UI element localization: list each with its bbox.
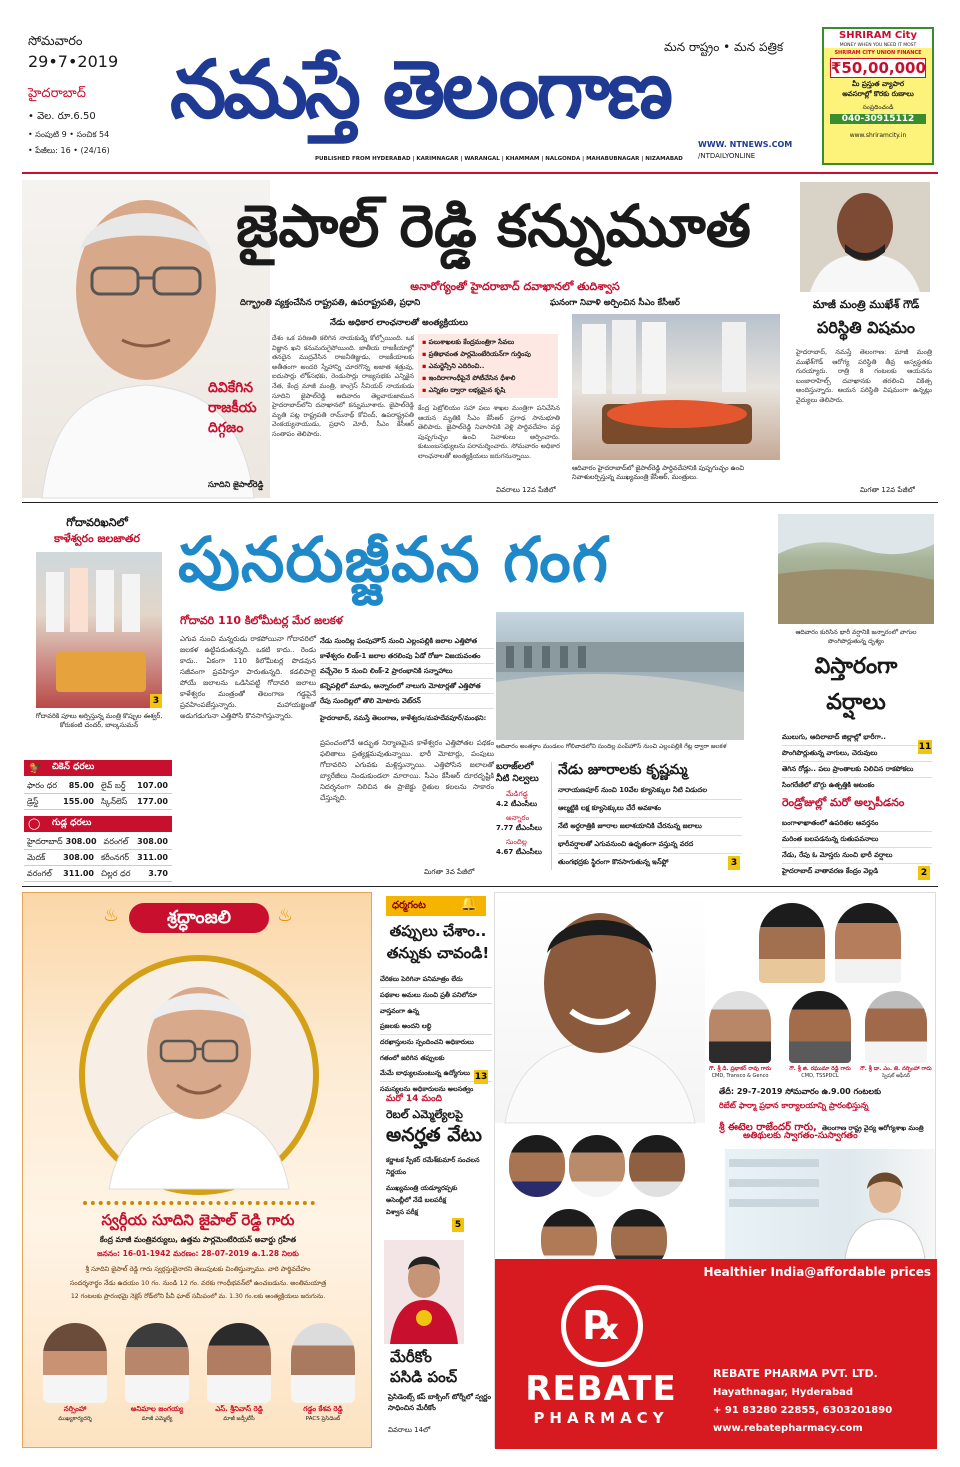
middle-page-badge-5: 5 bbox=[452, 1218, 464, 1232]
price-row bbox=[24, 834, 172, 850]
story2-item: అసెంబ్లీలో నేడే బలపరీక్ష bbox=[386, 1196, 447, 1204]
pharma-date-line: తేదీ: 29-7-2019 సోమవారం ఉ.9.00 గంటలకు bbox=[719, 1087, 882, 1096]
rains-items-2 bbox=[782, 816, 932, 879]
lead-more[interactable]: వివరాలు 12వ పేజీలో bbox=[496, 486, 556, 494]
shriram-contact: సంప్రదించండి bbox=[862, 104, 894, 111]
tribute-garland bbox=[83, 1191, 315, 1205]
price-label: మెదక్ bbox=[27, 853, 46, 862]
ganga-body-left: ఎగువ నుంచి మన్నరుడు రాకపోయినా గోదావరిలో జలకళ ఉట్టిపడుతున్నది. ఒకటి కాదు.. రెండు కాదు.. ఏకంగా 110 కిలోమీటర్ల పొడవున సజీవంగా ప్రవహిస్తూ పారుతున్నది. కడలిపాలై పోయే జలాలను ఒడిసిపట్టి గోదావరి జలాలు కాళేశ్వరం మంత్రంతో తెలంగాణ గడ్డపైనే ప్రవహింపజేస్తున్నారు. మహాయజ్ఞంతో అడుగడుగునా ఎత్తిపోసి కొనసాగిస్తున్నారు. bbox=[180, 635, 316, 720]
person-role: PACS ప్రెసిడెంట్ bbox=[305, 1416, 341, 1422]
guest-top-right bbox=[835, 903, 901, 983]
reservoir-title-1: బరాజ్‌లలో bbox=[496, 762, 534, 772]
portrait-name: సూదిని జైపాల్‌రెడ్డి bbox=[208, 480, 264, 489]
rains-item: మరింత బలపడనున్న రుతుపవనాలు bbox=[782, 832, 932, 848]
pumphouse-caption: ఆదివారం అంతర్గాం మండలం గోలివాడలోని సుందిల్ల పంప్‌హౌస్ నుంచి ఎల్లంపల్లికి గేట్ల ద్వారా జలకళ bbox=[496, 743, 727, 750]
staff-photo bbox=[509, 1135, 565, 1197]
egg-price-title: గుడ్ల ధరలు bbox=[52, 818, 92, 828]
person-name: అనిమాల జంగయ్య bbox=[130, 1405, 184, 1413]
person-role: మాజీ జడ్పీటీసీ bbox=[223, 1416, 255, 1422]
ganga-dateline: హైదరాబాద్, నమస్తే తెలంగాణ, కాళేశ్వరం/మహదేవపూర్/మంథని: bbox=[320, 714, 487, 722]
pharmacist-photo bbox=[725, 1149, 935, 1259]
person-name: నర్సింహా bbox=[63, 1405, 87, 1413]
krishna-headline: నేడు జూరాలకు కృష్ణమ్మ bbox=[558, 762, 688, 778]
tribute-role: కేంద్ర మాజీ మంత్రివర్యులు, ఉత్తమ పార్లమెంటేరియన్ అవార్డు గ్రహీత bbox=[99, 1235, 297, 1244]
krishna-item: నారాయణపూర్ నుంచి 10వేల క్యూసెక్కుల నీటి విడుదల bbox=[558, 782, 742, 800]
issue-day: సోమవారం bbox=[28, 34, 83, 49]
bell-icon: 🔔 bbox=[460, 896, 478, 912]
issue-city: హైదరాబాద్ bbox=[28, 86, 86, 101]
guest-name: గౌ. శ్రీ డా. ఎం. జె. నర్సింహా గారు bbox=[860, 1066, 932, 1072]
story2-item: కర్ణాటక స్పీకర్ రమేశ్‌కుమార్ సంచలన నిర్ణయం bbox=[386, 1156, 480, 1176]
rains-headline-2: వర్షాలు bbox=[826, 690, 886, 715]
egg-price-table bbox=[24, 834, 172, 882]
reservoir-name: అన్నారం bbox=[506, 814, 530, 822]
krishna-page-badge: 3 bbox=[728, 856, 740, 870]
rains-page-badge-2: 2 bbox=[918, 866, 930, 880]
reservoir-value: 7.77 టీఎంసీలు bbox=[496, 824, 542, 832]
middle-item: గతంలో జరిగిన తప్పులకు bbox=[380, 1054, 445, 1062]
lamp-icon-right: ♨ bbox=[277, 905, 294, 926]
middle-item: సమస్యలను అధికారులను అలసత్వం bbox=[380, 1085, 474, 1093]
tribute-person bbox=[37, 1323, 113, 1443]
right-story-more[interactable]: మిగతా 12వ పేజీలో bbox=[860, 486, 915, 494]
shriram-brand: SHRIRAM City bbox=[824, 29, 932, 43]
shriram-line1: మీ ప్రస్తుత వ్యాపార bbox=[852, 80, 904, 88]
person-role: ముఖ్యకార్యదర్శి bbox=[58, 1416, 92, 1422]
pumphouse-photo bbox=[496, 612, 744, 740]
shriram-slogan: MONEY WHEN YOU NEED IT MOST bbox=[824, 43, 932, 48]
rains-item: తెగిన రోడ్లు.. పలు ప్రాంతాలకు నిలిచిన రాకపోకలు bbox=[782, 762, 932, 778]
middle-item: వాస్తవంగా ఉన్న bbox=[380, 1007, 420, 1015]
chicken-icon: 🐓 bbox=[28, 761, 42, 774]
staff-photo bbox=[629, 1135, 685, 1197]
issue-volume: • సంపుటి 9 • సంచిక 54 bbox=[28, 130, 110, 139]
section-rule-2 bbox=[22, 886, 938, 887]
story3-head-1: మేరీకోం bbox=[390, 1348, 432, 1366]
tribute-text-2: సందర్శనార్థం నేడు ఉదయం 10 గం. నుండి 12 గం. వరకు గాంధీభవన్‌లో ఉంచబడును. అంతిమయాత్ర bbox=[69, 1279, 327, 1287]
krishna-item: తుంగభద్రకు స్థిరంగా కొనసాగుతున్న ఇన్‌ఫ్లో bbox=[558, 858, 669, 866]
staff-row bbox=[507, 1129, 727, 1279]
chief-role: తెలంగాణ రాష్ట్ర వైద్య ఆరోగ్యశాఖ మంత్రి bbox=[821, 1124, 924, 1132]
dharmaganta-badge bbox=[386, 896, 486, 916]
chief-name: శ్రీ ఈటెల రాజేందర్ గారు, bbox=[719, 1122, 817, 1133]
price-value: 85.00 bbox=[68, 781, 94, 790]
person-photo bbox=[207, 1323, 271, 1403]
egg-price-header bbox=[24, 816, 172, 832]
reservoir-box bbox=[496, 762, 552, 870]
story2-sub: రెబల్ ఎమ్మెల్యేలపై bbox=[386, 1108, 463, 1121]
issue-date: 29•7•2019 bbox=[28, 52, 119, 71]
story2-head: అనర్హత వేటు bbox=[386, 1124, 482, 1146]
price-value: 3.70 bbox=[148, 869, 168, 878]
guest bbox=[701, 991, 779, 1079]
krishna-item: ఆల్మట్టికి లక్ష క్యూసెక్కులు చేరే అవకాశం bbox=[558, 800, 742, 818]
middle-item: చేరికలు పెరిగినా పనిమాత్రం లేదు bbox=[380, 972, 492, 988]
reservoir-title-2: నీటి నిల్వలు bbox=[496, 774, 539, 784]
reservoir-name: మేడిగడ్డ bbox=[506, 790, 528, 798]
middle-item: ప్రజలకు అందని లబ్ధి bbox=[380, 1019, 492, 1035]
price-label: హైదరాబాద్ bbox=[27, 837, 63, 846]
story3-more[interactable]: వివరాలు 14లో bbox=[388, 1426, 431, 1434]
price-row bbox=[24, 850, 172, 866]
reservoir-value: 4.67 టీఎంసీలు bbox=[496, 848, 542, 856]
portrait-caption-3: దిగ్గజం bbox=[208, 420, 244, 436]
price-label: లైవ్ బర్డ్ bbox=[101, 781, 126, 790]
portrait-caption-1: దివికేగిన bbox=[208, 380, 254, 396]
tribute-text-3: 12 గంటలకు ప్రారంభమై నెక్లెస్ రోడ్‌లోని పీవీ ఘాట్ సమీపంలో మ. 1.30 గం.లకు అంత్యక్రియలు జరుగును. bbox=[70, 1293, 326, 1300]
right-story-headline-2: పరిస్థితి విషమం bbox=[816, 318, 915, 337]
price-value: 308.00 bbox=[137, 837, 168, 846]
guest-role: CMD, Transco & Genco bbox=[711, 1073, 769, 1079]
issue-price: • వెల. రూ.6.50 bbox=[28, 111, 96, 122]
guest-photo bbox=[865, 991, 927, 1063]
ganga-bullet: కాళేశ్వరం లింక్-1 జలాల తరలింపు ఏడో రోజూ విజయవంతం bbox=[320, 649, 494, 664]
person-photo bbox=[43, 1323, 107, 1403]
tribute-name: స్వర్గీయ సూదిని జైపాల్ రెడ్డి గారు bbox=[101, 1211, 295, 1229]
tribute-title: శ్రద్ధాంజలి bbox=[129, 903, 269, 933]
lead-box-item: ▪ ఎమర్జెన్సీని ఎదిరించి.. bbox=[422, 360, 554, 372]
price-value: 311.00 bbox=[137, 853, 168, 862]
middle-headline-2: తన్నుకు చావండి! bbox=[386, 944, 490, 962]
person-photo bbox=[125, 1323, 189, 1403]
price-label: చిల్లర ధర bbox=[101, 869, 131, 878]
shriram-web: www.shriramcity.in bbox=[849, 132, 907, 139]
rains-page-badge-1: 11 bbox=[918, 742, 932, 752]
pharma-web[interactable]: www.rebatepharmacy.com bbox=[713, 1423, 863, 1434]
price-label: డ్రెస్డ్ bbox=[27, 797, 39, 806]
krishna-items bbox=[558, 782, 742, 871]
marykom-photo bbox=[384, 1240, 464, 1344]
lead-body-col2: కేంద్ర పెట్రోలియం సహా పలు శాఖల మంత్రిగా పనిచేసిన ఆయన మృతికి సీఎం కేసీఆర్ ప్రగాఢ సానుభూతి తెలిపారు. జైపాల్‌రెడ్డి నివాసానికి వెళ్లి పార్థివదేహం వద్ద పుష్పగుచ్ఛం ఉంచి నివాళులు అర్పించారు. కుటుంబసభ్యులను పరామర్శించారు. సోమవారం అధికార లాంఛనాలతో అంత్యక్రియలు జరుగనున్నాయి. bbox=[418, 404, 560, 460]
rains-item: హైదరాబాద్ వాతావరణ కేంద్రం వెల్లడి bbox=[782, 867, 879, 875]
pharma-address: Hayathnagar, Hyderabad bbox=[713, 1387, 854, 1398]
reservoir-value: 4.2 టీఎంసీలు bbox=[496, 800, 538, 808]
minister-photo bbox=[495, 893, 705, 1123]
rain-photo bbox=[778, 514, 934, 624]
lead-box-item: ▪ ప్రతిభావంత పార్లమెంటేరియన్‌గా గుర్తింపు bbox=[422, 348, 554, 360]
mukesh-photo bbox=[800, 182, 930, 292]
pharma-ad[interactable] bbox=[494, 892, 936, 1448]
shriram-ad[interactable] bbox=[822, 27, 934, 165]
lead-body-col1: దేశం ఒక పరిణతి కలిగిన నాయకుడ్ని కోల్పోయింది. ఒక విజ్ఞాన ఖని కనుమరుగైపోయింది. జాతీయ రాజకీయాల్లో తనదైన ముద్రవేసిన రాజనీతిజ్ఞుడు, రాజకీయాలకు అతీతంగా అందరి స్నేహాన్ని చూరగొన్న అజాత శత్రువు, ఐదుసార్లు లోక్‌సభకు, రెండుసార్లు రాజ్యసభకు ఎన్నికైన నేత, కేంద్ర మాజీ మంత్రి, కాంగ్రెస్ సీనియర్ నాయకుడు సూదిని జైపాల్‌రెడ్డి ఆదివారం తెల్లవారుజామున హైదరాబాద్‌లోని దవాఖానలో కన్నుమూశారు. జైపాల్‌రెడ్డి మృతి పట్ల రాష్ట్రపతి రామ్‌నాథ్ కోవింద్, ఉపరాష్ట్రపతి వెంకయ్యనాయుడు, ప్రధాని మోదీ, సీఎం కేసీఆర్ సంతాపం తెలిపారు. bbox=[272, 334, 414, 438]
issue-pages: • పేజీలు: 16 • (24/16) bbox=[28, 146, 110, 155]
godavari-page-badge: 3 bbox=[150, 694, 162, 708]
tagline: మన రాష్ట్రం • మన పత్రిక bbox=[664, 40, 784, 54]
ganga-bullets bbox=[320, 634, 494, 725]
pharma-welcome: అతిథులకు స్వాగతం-సుస్వాగతం bbox=[743, 1131, 858, 1141]
middle-item: పథకాల అమలు నుంచి ప్రతీ పనిలోనూ bbox=[380, 988, 492, 1004]
editions-line: PUBLISHED FROM HYDERABAD | KARIMNAGAR | WARANGAL | KHAMMAM | NALGONDA | MAHABUBNAGAR | NIZAMABAD bbox=[315, 156, 683, 162]
godavari-title-2: కాళేశ్వరం జలజాతర bbox=[54, 532, 140, 545]
story3-body: ప్రెసిడెంట్స్ కప్ బాక్సింగ్ టోర్నీలో స్వర్ణం సాధించిన మేరీకోం bbox=[388, 1393, 491, 1412]
rebate-logo-icon: ℞ bbox=[561, 1285, 643, 1367]
rains-headline-1: విస్తారంగా bbox=[814, 654, 898, 679]
shriram-product: SHRIRAM CITY UNION FINANCE bbox=[834, 50, 922, 56]
price-label: స్కిన్‌లెస్ bbox=[101, 797, 128, 806]
price-label: వరంగల్ bbox=[27, 869, 52, 878]
rains-items bbox=[782, 730, 932, 793]
reservoir-name: సుందిల్ల bbox=[506, 838, 527, 846]
section-rule-1 bbox=[22, 502, 938, 503]
guest-photo bbox=[709, 991, 771, 1063]
egg-icon: ◯ bbox=[28, 817, 41, 830]
jaipal-portrait bbox=[22, 180, 270, 498]
guest-name: గౌ. శ్రీ డి. ప్రభాకర్ రావు గారు bbox=[709, 1066, 771, 1072]
dharmaganta-label: ధర్మగంట bbox=[392, 900, 426, 911]
lead-box-item: ▪ పలుశాఖలకు కేంద్రమంత్రిగా సేవలు bbox=[422, 336, 554, 348]
krishna-item: నేటి అర్ధరాత్రికి జూరాల జలాశయానికి చేరనున్న జలాలు bbox=[558, 818, 742, 836]
pharma-tagline: Healthier India@affordable prices bbox=[703, 1265, 931, 1279]
pharmacy-word: PHARMACY bbox=[533, 1409, 669, 1427]
price-value: 107.00 bbox=[137, 781, 168, 790]
rains-item: పొంగిపొర్లుతున్న వాగులు, చెరువులు bbox=[782, 746, 932, 762]
rains-item: సింగరేణిలో బొగ్గు ఉత్పత్తికి ఆటంకం bbox=[782, 781, 875, 789]
lamp-icon-left: ♨ bbox=[103, 905, 120, 926]
price-value: 155.00 bbox=[63, 797, 94, 806]
story2-kicker: మరో 14 మంది bbox=[386, 1094, 442, 1104]
rebate-word: REBATE bbox=[525, 1369, 677, 1409]
portrait-caption-2: రాజకీయ bbox=[208, 400, 257, 416]
lead-subhead: అనారోగ్యంతో హైదరాబాద్ దవాఖానలో తుదిశ్వాస bbox=[410, 280, 620, 293]
middle-page-badge-13: 13 bbox=[474, 1072, 488, 1082]
guest bbox=[781, 991, 859, 1079]
story2-item: విశ్వాస పరీక్ష bbox=[386, 1208, 419, 1216]
ganga-bullet: కన్నెపల్లిలో మూడు, అన్నారంలో నాలుగు మోటార్లతో ఎత్తిపోత bbox=[320, 679, 494, 694]
tribute-photo bbox=[572, 314, 780, 460]
ganga-subhead: గోదావరి 110 కిలోమీటర్ల మేర జలకళ bbox=[180, 614, 343, 627]
godavari-caption: గోదావరికి పూలు అర్పిస్తున్న మంత్రి కొప్పుల ఈశ్వర్, కోరుకంటి చందర్, బాల్కసుమన్ bbox=[35, 712, 163, 729]
price-label: కరీంనగర్ bbox=[101, 853, 129, 862]
ganga-headline: పునరుజ్జీవన గంగ bbox=[178, 523, 609, 596]
ganga-bullet: నేడు సుందిల్ల పంపుహౌస్ నుంచి ఎల్లంపల్లికి జలాల ఎత్తిపోత bbox=[320, 634, 494, 649]
social-handle: /NTDAILYONLINE bbox=[698, 152, 756, 160]
price-value: 308.00 bbox=[63, 853, 94, 862]
lead-headline: జైపాల్ రెడ్డి కన్నుమూత bbox=[236, 192, 751, 260]
guest-role: CMD, TSSPDCL bbox=[801, 1073, 839, 1079]
person-role: మాజీ ఎమ్మెల్యే bbox=[141, 1416, 173, 1422]
masthead bbox=[0, 0, 960, 176]
pharma-event: రిబేట్ ఫార్మా ప్రధాన కార్యాలయాన్ని ప్రారంభిస్తున్న bbox=[719, 1101, 869, 1110]
lead-strap-2: ఘనంగా నివాళి అర్పించిన సీఎం కేసీఆర్ bbox=[550, 298, 680, 308]
pharma-red-band bbox=[495, 1259, 937, 1449]
lead-box-item: ▪ ఎన్నికల ద్వారా లభ్యమైన కృషి bbox=[422, 384, 554, 396]
pharma-phone[interactable]: + 91 83280 22855, 6303201890 bbox=[713, 1405, 893, 1416]
lead-strap-3: నేడు అధికార లాంఛనాలతో అంత్యక్రియలు bbox=[330, 318, 468, 328]
rains-item: నేడు, రేపు ఓ మోస్తరు నుంచి భారీ వర్షాలు bbox=[782, 848, 932, 864]
masthead-rule bbox=[22, 172, 938, 174]
shriram-phone: 040-30915112 bbox=[830, 114, 926, 124]
tribute-portrait bbox=[79, 955, 319, 1195]
tribute-person bbox=[283, 1323, 363, 1443]
person-name: ఎస్. శ్రీనివాస్ రెడ్డి bbox=[215, 1405, 263, 1413]
price-label: వరంగల్ bbox=[103, 837, 129, 846]
tribute-ad[interactable] bbox=[22, 892, 372, 1448]
price-value: 177.00 bbox=[137, 797, 168, 806]
middle-item: దరఖాస్తులను స్పందించని అధికారులు bbox=[380, 1035, 492, 1051]
guest bbox=[857, 991, 935, 1080]
person-name: గడ్డం కేశవ రెడ్డి bbox=[303, 1405, 343, 1413]
price-label: ఫారం ధర bbox=[27, 781, 57, 790]
ganga-bullet: రేపు సుందిల్లలో తొలి మోటారు వెట్‌రన్ bbox=[320, 694, 494, 709]
lead-strap-1: దిగ్భ్రాంతి వ్యక్తంచేసిన రాష్ట్రపతి, ఉపరాష్ట్రపతి, ప్రధాని bbox=[240, 298, 421, 308]
chicken-price-table bbox=[24, 778, 172, 810]
rains-item: ములుగు, ఆదిలాబాద్ జిల్లాల్లో భారీగా.. bbox=[782, 730, 932, 746]
price-row bbox=[24, 866, 172, 882]
guest-top-left bbox=[759, 903, 825, 983]
lead-box-item: ▪ ఇందిరాగాంధీపైనే పోటీచేసిన ధీశాలి bbox=[422, 372, 554, 384]
lead-box bbox=[418, 334, 558, 398]
masthead-logo: నమస్తే తెలంగాణ bbox=[170, 43, 671, 136]
story2-items bbox=[386, 1154, 490, 1218]
rains-sub2: రెండ్రోజుల్లో మరో అల్పపీడనం bbox=[782, 796, 905, 809]
website: WWW. NTNEWS.COM bbox=[698, 140, 793, 149]
tribute-dates: జననం: 16-01-1942 మరణం: 28-07-2019 ఉ.1.28 నిలకు bbox=[97, 1249, 299, 1258]
tribute-text-1: శ్రీ సూదిని జైపాల్ రెడ్డి గారు స్వర్గస్తులైనారని తెలుపుటకు చింతిస్తున్నాము. వారి పార్థివదేహం bbox=[85, 1265, 311, 1273]
price-value: 308.00 bbox=[65, 837, 97, 846]
tribute-person bbox=[201, 1323, 277, 1443]
chicken-price-header bbox=[24, 760, 172, 776]
chicken-price-title: చికెన్ ధరలు bbox=[52, 762, 95, 772]
middle-headline-1: తప్పులు చేశాం.. bbox=[389, 922, 487, 940]
krishna-item: భారీవర్షాలతో ఎగువనుంచి ఉధృతంగా వస్తున్న వరద bbox=[558, 836, 742, 854]
pharma-company: REBATE PHARMA PVT. LTD. bbox=[713, 1367, 878, 1380]
godavari-photo bbox=[36, 552, 162, 708]
middle-item: మేమే బాధ్యులమంటున్న ఉద్యోగులు bbox=[380, 1066, 492, 1082]
tribute-photo-caption: ఆదివారం హైదరాబాద్‌లో జైపాల్‌రెడ్డి పార్థివదేహానికి పుష్పగుచ్ఛం ఉంచి నివాళులర్పిస్తున్న ముఖ్యమంత్రి కేసీఆర్, మంత్రులు. bbox=[572, 464, 745, 481]
ganga-body-right: ప్రపంచంలోనే అద్భుత నిర్మాణమైన కాళేశ్వరం ఎత్తిపోతల పథకం ఫలితాలు ప్రత్యక్షమవుతున్నాయి. భారీ మోటార్లు, పంపులు గోదావరిని ఎగువకు మళ్లిస్తున్నాయి. ఎత్తిపోసిన జలాలతో బ్యారేజీలు నిండుకుండలా మారాయి. సీఎం కేసీఆర్ దూరదృష్టికి నిదర్శనంగా నిలిచిన ఈ ప్రాజెక్టు రైతుల కలలను సాకారం చేస్తున్నది. bbox=[320, 739, 494, 802]
price-row bbox=[24, 794, 172, 810]
story2-item: ముఖ్యమంత్రి యడ్యూరప్పకు bbox=[386, 1184, 458, 1192]
tribute-person bbox=[119, 1323, 195, 1443]
shriram-line2: అవసరాల్లో కొరకు రుణాలు bbox=[842, 90, 914, 98]
price-value: 311.00 bbox=[63, 869, 94, 878]
shriram-amount: ₹50,00,000 bbox=[831, 59, 926, 77]
price-row bbox=[24, 778, 172, 794]
staff-photo bbox=[569, 1135, 625, 1197]
story3-head-2: పసిడి పంచ్ bbox=[390, 1368, 458, 1386]
person-photo bbox=[291, 1323, 355, 1403]
ganga-more[interactable]: మిగతా 3వ పేజీలో bbox=[424, 868, 475, 876]
guest-photo bbox=[789, 991, 851, 1063]
guest-name: గౌ. శ్రీ జి. రఘుమా రెడ్డి గారు bbox=[789, 1066, 851, 1072]
right-story-body: హైదరాబాద్, నమస్తే తెలంగాణ: మాజీ మంత్రి ముఖేశ్‌గౌడ్ ఆరోగ్య పరిస్థితి తీవ్ర అస్వస్థతకు గురయ్యారు. రాత్రి 8 గంటలకు ఆయనను బంజారాహిల్స్ దవాఖానకు తరలించి చికిత్స అందిస్తున్నారు. ఆయన పరిస్థితి విషమంగా ఉన్నట్లు వైద్యులు తెలిపారు. bbox=[796, 348, 932, 404]
ganga-bullet: వచ్చేనెల 5 నుంచి లింక్-2 ప్రారంభానికి సన్నాహాలు bbox=[320, 664, 494, 679]
godavari-title-1: గోదావరిఖనిలో bbox=[66, 516, 128, 529]
guest-role: స్పెషల్ ఆఫీసర్ bbox=[881, 1073, 911, 1079]
right-story-headline-1: మాజీ మంత్రి ముఖేశ్ గౌడ్ bbox=[812, 298, 920, 311]
rains-item: బంగాళాఖాతంలో ఉపరితల ఆవర్తనం bbox=[782, 816, 932, 832]
rain-photo-caption: ఆదివారం కురిసిన భారీ వర్షానికి జన్నారంలో వాగుల పొంగిపొర్లుతున్న దృశ్యం bbox=[795, 629, 917, 645]
